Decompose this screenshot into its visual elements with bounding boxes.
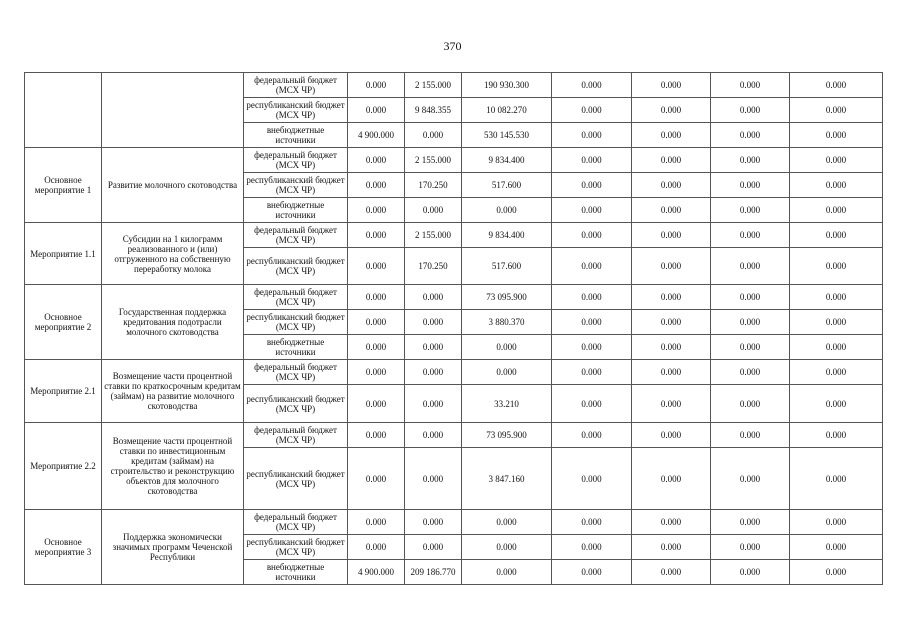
value-col-2: 2 155.000 bbox=[405, 223, 462, 248]
value-col-4: 0.000 bbox=[552, 173, 632, 198]
value-col-4: 0.000 bbox=[552, 510, 632, 535]
activity-label-cell: Основное мероприятие 3 bbox=[25, 510, 102, 585]
value-col-3: 0.000 bbox=[462, 560, 552, 585]
funding-source-cell: республиканский бюджет (МСХ ЧР) bbox=[244, 448, 348, 510]
value-col-1: 4 900.000 bbox=[348, 560, 405, 585]
value-col-1: 0.000 bbox=[348, 223, 405, 248]
funding-source-cell: внебюджетные источники bbox=[244, 560, 348, 585]
value-col-4: 0.000 bbox=[552, 448, 632, 510]
funding-source-cell: федеральный бюджет (МСХ ЧР) bbox=[244, 73, 348, 98]
activity-name-cell: Государственная поддержка кредитования подотрасли молочного скотоводства bbox=[102, 285, 244, 360]
value-col-7: 0.000 bbox=[790, 335, 883, 360]
funding-source-cell: федеральный бюджет (МСХ ЧР) bbox=[244, 148, 348, 173]
value-col-6: 0.000 bbox=[711, 223, 790, 248]
funding-source-cell: республиканский бюджет (МСХ ЧР) bbox=[244, 535, 348, 560]
value-col-5: 0.000 bbox=[632, 448, 711, 510]
value-col-5: 0.000 bbox=[632, 535, 711, 560]
value-col-3: 517.600 bbox=[462, 173, 552, 198]
value-col-4: 0.000 bbox=[552, 560, 632, 585]
value-col-5: 0.000 bbox=[632, 310, 711, 335]
value-col-5: 0.000 bbox=[632, 98, 711, 123]
value-col-7: 0.000 bbox=[790, 535, 883, 560]
value-col-7: 0.000 bbox=[790, 448, 883, 510]
value-col-5: 0.000 bbox=[632, 73, 711, 98]
value-col-2: 2 155.000 bbox=[405, 73, 462, 98]
value-col-4: 0.000 bbox=[552, 385, 632, 423]
value-col-5: 0.000 bbox=[632, 560, 711, 585]
funding-source-cell: федеральный бюджет (МСХ ЧР) bbox=[244, 360, 348, 385]
value-col-3: 0.000 bbox=[462, 535, 552, 560]
table-row bbox=[25, 223, 883, 248]
value-col-6: 0.000 bbox=[711, 335, 790, 360]
value-col-2: 9 848.355 bbox=[405, 98, 462, 123]
value-col-6: 0.000 bbox=[711, 173, 790, 198]
activity-name-cell: Возмещение части процентной ставки по краткосрочным кредитам (займам) на развитие молочного скотоводства bbox=[102, 360, 244, 423]
value-col-6: 0.000 bbox=[711, 423, 790, 448]
value-col-3: 33.210 bbox=[462, 385, 552, 423]
value-col-2: 0.000 bbox=[405, 123, 462, 148]
value-col-5: 0.000 bbox=[632, 335, 711, 360]
activity-label-cell: Мероприятие 2.2 bbox=[25, 423, 102, 510]
value-col-6: 0.000 bbox=[711, 248, 790, 285]
funding-source-cell: федеральный бюджет (МСХ ЧР) bbox=[244, 423, 348, 448]
value-col-1: 0.000 bbox=[348, 510, 405, 535]
value-col-1: 0.000 bbox=[348, 535, 405, 560]
value-col-6: 0.000 bbox=[711, 198, 790, 223]
value-col-1: 0.000 bbox=[348, 423, 405, 448]
value-col-7: 0.000 bbox=[790, 148, 883, 173]
value-col-4: 0.000 bbox=[552, 148, 632, 173]
value-col-3: 73 095.900 bbox=[462, 423, 552, 448]
value-col-6: 0.000 bbox=[711, 535, 790, 560]
value-col-5: 0.000 bbox=[632, 248, 711, 285]
value-col-2: 0.000 bbox=[405, 310, 462, 335]
value-col-3: 73 095.900 bbox=[462, 285, 552, 310]
value-col-3: 0.000 bbox=[462, 335, 552, 360]
value-col-1: 0.000 bbox=[348, 173, 405, 198]
value-col-4: 0.000 bbox=[552, 285, 632, 310]
value-col-1: 4 900.000 bbox=[348, 123, 405, 148]
value-col-4: 0.000 bbox=[552, 360, 632, 385]
funding-source-cell: внебюджетные источники bbox=[244, 335, 348, 360]
value-col-5: 0.000 bbox=[632, 385, 711, 423]
value-col-5: 0.000 bbox=[632, 198, 711, 223]
value-col-7: 0.000 bbox=[790, 198, 883, 223]
value-col-3: 190 930.300 bbox=[462, 73, 552, 98]
value-col-3: 517.600 bbox=[462, 248, 552, 285]
funding-source-cell: республиканский бюджет (МСХ ЧР) bbox=[244, 248, 348, 285]
value-col-4: 0.000 bbox=[552, 98, 632, 123]
funding-source-cell: федеральный бюджет (МСХ ЧР) bbox=[244, 223, 348, 248]
value-col-2: 0.000 bbox=[405, 360, 462, 385]
value-col-6: 0.000 bbox=[711, 510, 790, 535]
value-col-7: 0.000 bbox=[790, 73, 883, 98]
value-col-4: 0.000 bbox=[552, 335, 632, 360]
value-col-2: 0.000 bbox=[405, 423, 462, 448]
value-col-7: 0.000 bbox=[790, 385, 883, 423]
value-col-6: 0.000 bbox=[711, 123, 790, 148]
value-col-4: 0.000 bbox=[552, 73, 632, 98]
value-col-2: 0.000 bbox=[405, 285, 462, 310]
value-col-6: 0.000 bbox=[711, 98, 790, 123]
funding-source-cell: республиканский бюджет (МСХ ЧР) bbox=[244, 310, 348, 335]
value-col-6: 0.000 bbox=[711, 310, 790, 335]
value-col-7: 0.000 bbox=[790, 510, 883, 535]
funding-source-cell: внебюджетные источники bbox=[244, 198, 348, 223]
value-col-1: 0.000 bbox=[348, 198, 405, 223]
value-col-5: 0.000 bbox=[632, 423, 711, 448]
value-col-3: 0.000 bbox=[462, 198, 552, 223]
value-col-3: 9 834.400 bbox=[462, 223, 552, 248]
activity-name-cell bbox=[102, 73, 244, 148]
value-col-1: 0.000 bbox=[348, 360, 405, 385]
value-col-6: 0.000 bbox=[711, 385, 790, 423]
value-col-3: 0.000 bbox=[462, 510, 552, 535]
funding-source-cell: республиканский бюджет (МСХ ЧР) bbox=[244, 385, 348, 423]
value-col-2: 0.000 bbox=[405, 510, 462, 535]
funding-source-cell: республиканский бюджет (МСХ ЧР) bbox=[244, 173, 348, 198]
funding-source-cell: внебюджетные источники bbox=[244, 123, 348, 148]
value-col-1: 0.000 bbox=[348, 73, 405, 98]
value-col-2: 0.000 bbox=[405, 535, 462, 560]
table-row bbox=[25, 423, 883, 448]
activity-name-cell: Развитие молочного скотоводства bbox=[102, 148, 244, 223]
funding-source-cell: республиканский бюджет (МСХ ЧР) bbox=[244, 98, 348, 123]
page-number: 370 bbox=[443, 39, 462, 53]
value-col-7: 0.000 bbox=[790, 285, 883, 310]
activity-name-cell: Поддержка экономически значимых программ Чеченской Республики bbox=[102, 510, 244, 585]
value-col-2: 170.250 bbox=[405, 248, 462, 285]
value-col-6: 0.000 bbox=[711, 285, 790, 310]
value-col-3: 0.000 bbox=[462, 360, 552, 385]
value-col-5: 0.000 bbox=[632, 360, 711, 385]
budget-table bbox=[24, 72, 883, 585]
value-col-3: 3 880.370 bbox=[462, 310, 552, 335]
value-col-7: 0.000 bbox=[790, 123, 883, 148]
value-col-1: 0.000 bbox=[348, 448, 405, 510]
value-col-5: 0.000 bbox=[632, 223, 711, 248]
value-col-3: 10 082.270 bbox=[462, 98, 552, 123]
value-col-2: 2 155.000 bbox=[405, 148, 462, 173]
value-col-7: 0.000 bbox=[790, 560, 883, 585]
value-col-1: 0.000 bbox=[348, 248, 405, 285]
value-col-4: 0.000 bbox=[552, 310, 632, 335]
value-col-6: 0.000 bbox=[711, 73, 790, 98]
value-col-4: 0.000 bbox=[552, 248, 632, 285]
value-col-1: 0.000 bbox=[348, 98, 405, 123]
value-col-5: 0.000 bbox=[632, 123, 711, 148]
table-row bbox=[25, 510, 883, 535]
value-col-4: 0.000 bbox=[552, 198, 632, 223]
funding-source-cell: федеральный бюджет (МСХ ЧР) bbox=[244, 510, 348, 535]
value-col-4: 0.000 bbox=[552, 223, 632, 248]
table-row bbox=[25, 148, 883, 173]
value-col-2: 209 186.770 bbox=[405, 560, 462, 585]
value-col-7: 0.000 bbox=[790, 423, 883, 448]
value-col-3: 9 834.400 bbox=[462, 148, 552, 173]
value-col-1: 0.000 bbox=[348, 310, 405, 335]
value-col-4: 0.000 bbox=[552, 535, 632, 560]
value-col-7: 0.000 bbox=[790, 173, 883, 198]
table-row bbox=[25, 360, 883, 385]
value-col-3: 530 145.530 bbox=[462, 123, 552, 148]
value-col-1: 0.000 bbox=[348, 285, 405, 310]
value-col-6: 0.000 bbox=[711, 448, 790, 510]
value-col-1: 0.000 bbox=[348, 148, 405, 173]
value-col-7: 0.000 bbox=[790, 98, 883, 123]
value-col-5: 0.000 bbox=[632, 148, 711, 173]
value-col-2: 0.000 bbox=[405, 448, 462, 510]
value-col-2: 0.000 bbox=[405, 335, 462, 360]
value-col-7: 0.000 bbox=[790, 248, 883, 285]
value-col-6: 0.000 bbox=[711, 360, 790, 385]
value-col-7: 0.000 bbox=[790, 360, 883, 385]
activity-label-cell: Основное мероприятие 2 bbox=[25, 285, 102, 360]
value-col-2: 170.250 bbox=[405, 173, 462, 198]
activity-name-cell: Возмещение части процентной ставки по инвестиционным кредитам (займам) на строительство и реконструкцию объектов для молочного скотоводства bbox=[102, 423, 244, 510]
value-col-3: 3 847.160 bbox=[462, 448, 552, 510]
value-col-4: 0.000 bbox=[552, 123, 632, 148]
value-col-5: 0.000 bbox=[632, 285, 711, 310]
funding-source-cell: федеральный бюджет (МСХ ЧР) bbox=[244, 285, 348, 310]
value-col-5: 0.000 bbox=[632, 173, 711, 198]
table-row bbox=[25, 285, 883, 310]
value-col-7: 0.000 bbox=[790, 310, 883, 335]
value-col-5: 0.000 bbox=[632, 510, 711, 535]
value-col-2: 0.000 bbox=[405, 385, 462, 423]
table-row bbox=[25, 73, 883, 98]
activity-name-cell: Субсидии на 1 килограмм реализованного и (или) отгруженного на собственную переработку молока bbox=[102, 223, 244, 285]
value-col-4: 0.000 bbox=[552, 423, 632, 448]
value-col-1: 0.000 bbox=[348, 335, 405, 360]
activity-label-cell: Основное мероприятие 1 bbox=[25, 148, 102, 223]
value-col-6: 0.000 bbox=[711, 560, 790, 585]
activity-label-cell: Мероприятие 2.1 bbox=[25, 360, 102, 423]
value-col-1: 0.000 bbox=[348, 385, 405, 423]
value-col-2: 0.000 bbox=[405, 198, 462, 223]
value-col-6: 0.000 bbox=[711, 148, 790, 173]
activity-label-cell bbox=[25, 73, 102, 148]
activity-label-cell: Мероприятие 1.1 bbox=[25, 223, 102, 285]
value-col-7: 0.000 bbox=[790, 223, 883, 248]
